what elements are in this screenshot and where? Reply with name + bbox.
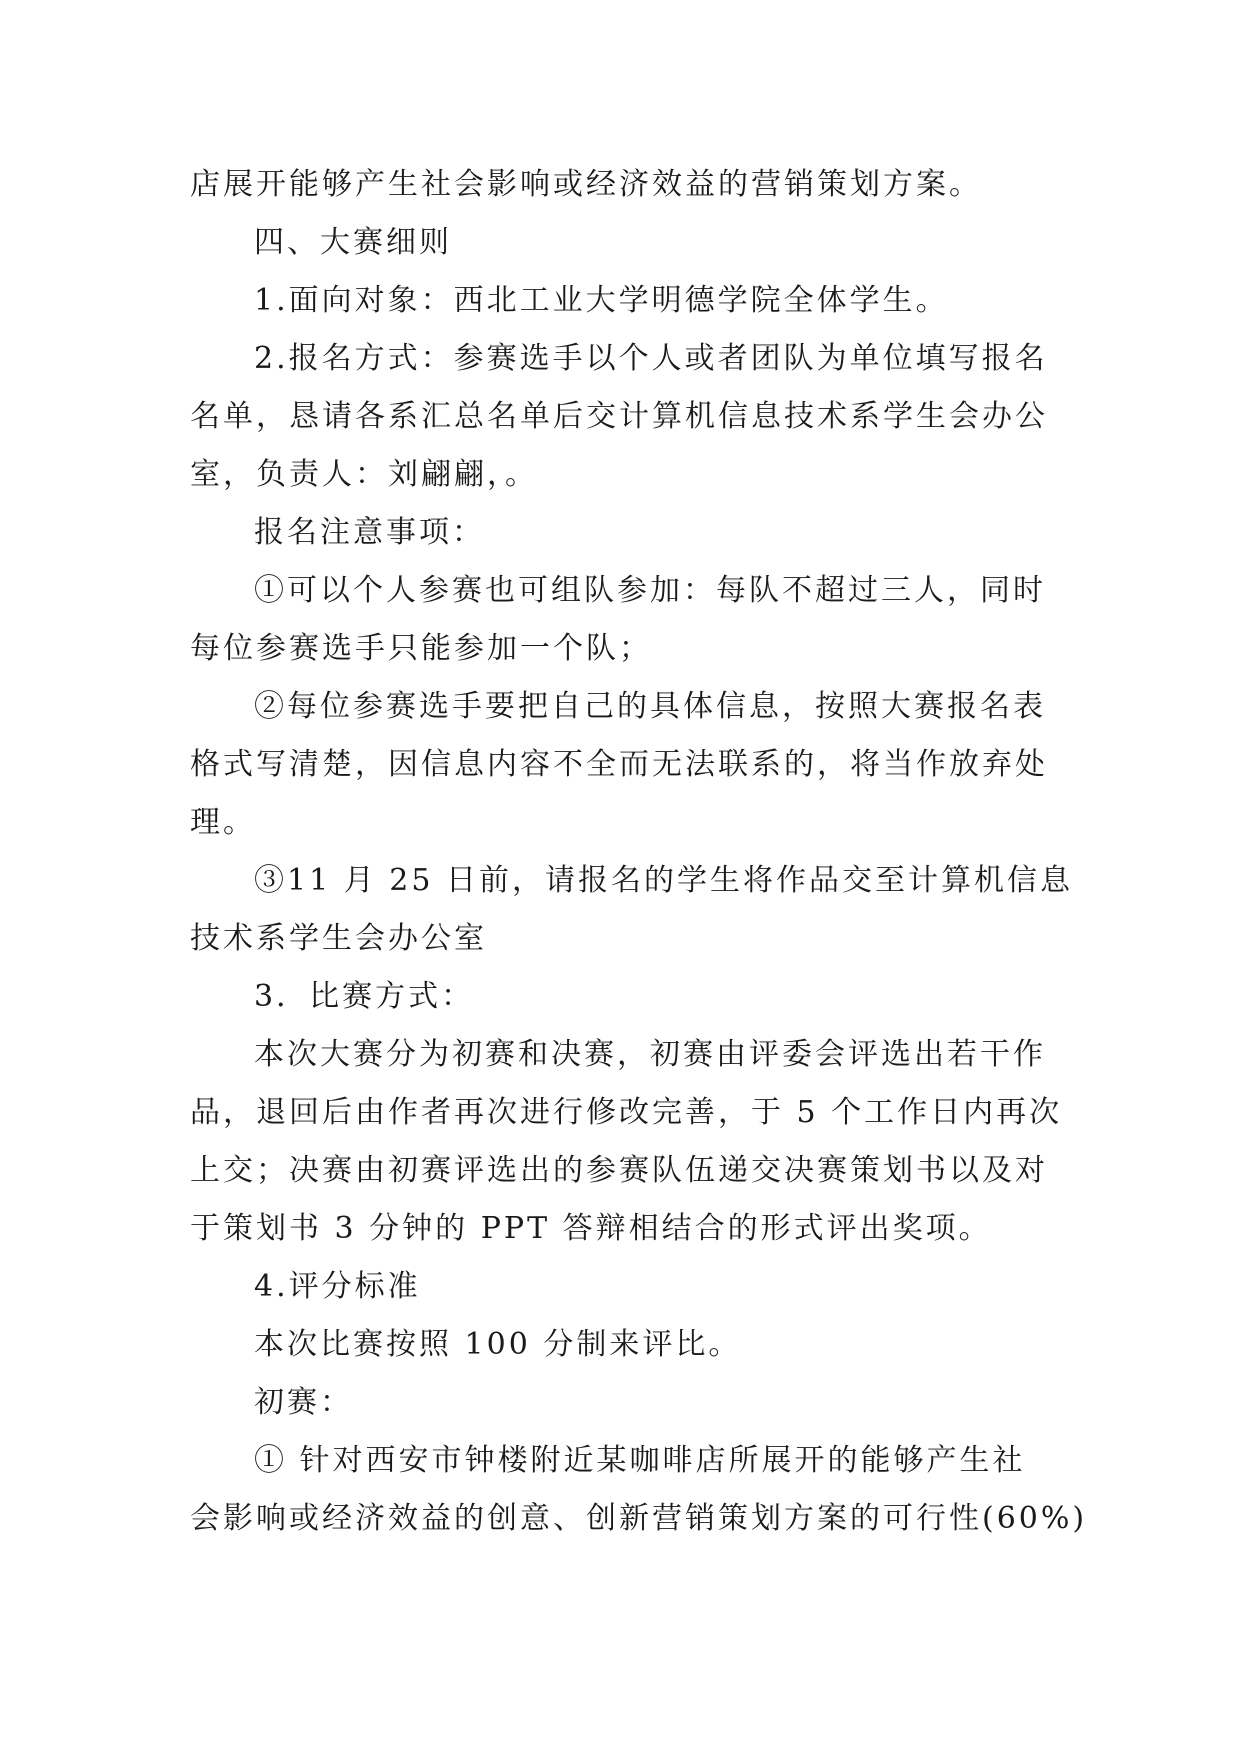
paragraph-line: ①可以个人参赛也可组队参加：每队不超过三人，同时 bbox=[254, 573, 1046, 608]
paragraph-line: 本次大赛分为初赛和决赛，初赛由评委会评选出若干作 bbox=[254, 1037, 1046, 1072]
paragraph-line: 会影响或经济效益的创意、创新营销策划方案的可行性(60%) bbox=[190, 1501, 1088, 1536]
subheading: 4.评分标准 bbox=[254, 1269, 421, 1304]
paragraph-line: 店展开能够产生社会影响或经济效益的营销策划方案。 bbox=[190, 167, 982, 202]
subheading: 报名注意事项： bbox=[254, 515, 485, 550]
paragraph-line: ① 针对西安市钟楼附近某咖啡店所展开的能够产生社 bbox=[254, 1443, 1026, 1478]
paragraph-line: ③11 月 25 日前，请报名的学生将作品交至计算机信息 bbox=[254, 863, 1073, 898]
paragraph-line: 1.面向对象：西北工业大学明德学院全体学生。 bbox=[254, 283, 949, 318]
subheading: 初赛： bbox=[254, 1385, 353, 1420]
paragraph-line: 理。 bbox=[190, 805, 256, 840]
paragraph-line: ②每位参赛选手要把自己的具体信息，按照大赛报名表 bbox=[254, 689, 1046, 724]
subheading: 3．比赛方式： bbox=[254, 979, 475, 1014]
paragraph-line: 2.报名方式：参赛选手以个人或者团队为单位填写报名 bbox=[254, 341, 1048, 376]
paragraph-line: 技术系学生会办公室 bbox=[190, 921, 487, 956]
paragraph-line: 本次比赛按照 100 分制来评比。 bbox=[254, 1327, 742, 1362]
document-body bbox=[190, 156, 1088, 1548]
paragraph-line: 格式写清楚，因信息内容不全而无法联系的，将当作放弃处 bbox=[190, 747, 1048, 782]
paragraph-line: 品，退回后由作者再次进行修改完善，于 5 个工作日内再次 bbox=[190, 1095, 1063, 1130]
paragraph-line: 每位参赛选手只能参加一个队； bbox=[190, 631, 652, 666]
paragraph-line: 上交；决赛由初赛评选出的参赛队伍递交决赛策划书以及对 bbox=[190, 1153, 1048, 1188]
paragraph-line: 名单，恳请各系汇总名单后交计算机信息技术系学生会办公 bbox=[190, 399, 1048, 434]
section-heading: 四、大赛细则 bbox=[254, 225, 452, 260]
paragraph-line: 于策划书 3 分钟的 PPT 答辩相结合的形式评出奖项。 bbox=[190, 1211, 992, 1246]
paragraph-line: 室，负责人：刘翩翩，。 bbox=[190, 457, 538, 492]
